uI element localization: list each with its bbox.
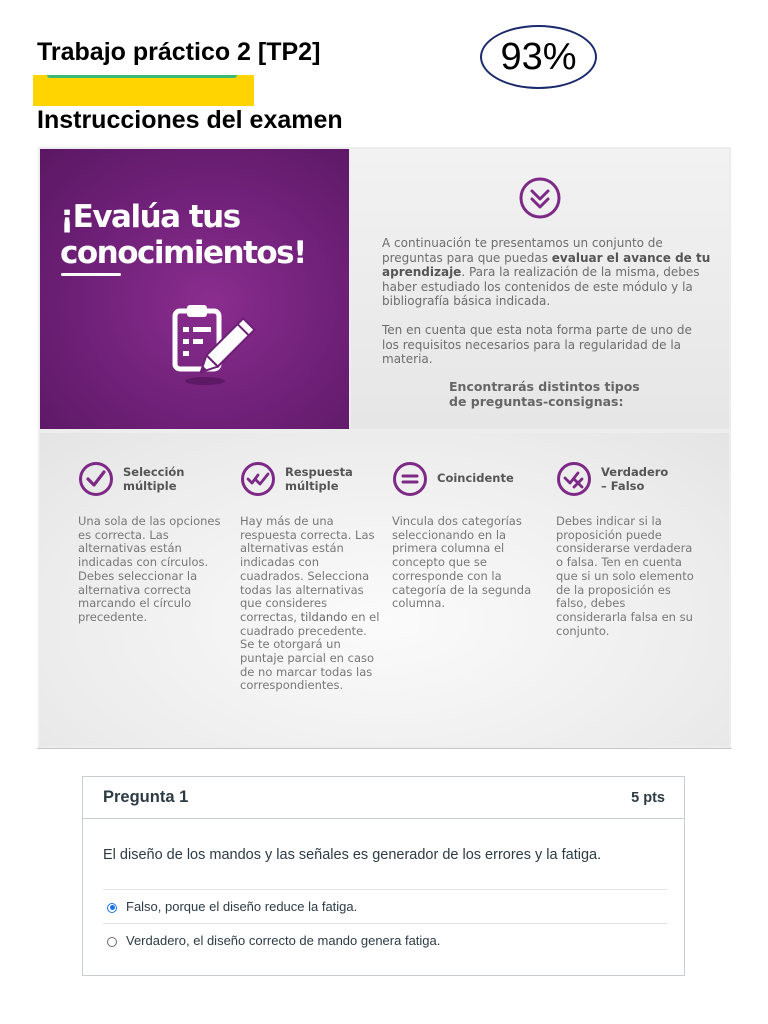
check-circle-icon xyxy=(78,461,114,497)
intro-paragraph-2: Ten en cuenta que esta nota forma parte de uno de los requisitos necesarios para la regularidad de la materia. xyxy=(382,323,692,366)
intro-footer-line1: Encontrarás distintos tipos xyxy=(449,379,640,394)
question-text: El diseño de los mandos y las señales es generador de los errores y la fatiga. xyxy=(103,847,602,863)
type-label-line1: Coincidente xyxy=(437,471,514,485)
type-label xyxy=(285,466,353,493)
banner-intro-panel xyxy=(351,149,729,429)
banner-headline-line2: conocimientos! xyxy=(60,235,306,271)
instructions-banner xyxy=(38,147,731,748)
clipboard-pencil-icon xyxy=(167,301,257,391)
highlight-redaction xyxy=(33,75,254,106)
answer-label: Verdadero, el diseño correcto de mando genera fatiga. xyxy=(126,933,441,948)
type-label xyxy=(123,466,185,493)
question-header xyxy=(83,777,684,819)
intro-footer xyxy=(449,380,669,409)
equals-circle-icon xyxy=(392,461,428,497)
intro-emphasis: evaluar el avance de tu aprendizaje xyxy=(382,250,711,279)
question-type-matching xyxy=(392,461,542,611)
type-description: Una sola de las opciones es correcta. Las alternativas están indicadas con círculos. Debes seleccionar la alternativa correcta marcando el círculo precedente. xyxy=(78,514,221,624)
type-description: Debes indicar si la proposición puede considerarse verdadera o falsa. Ten en cuenta que si un solo elemento de la proposición es falso, debes considerarla falsa en su conjunto. xyxy=(556,514,694,638)
question-title: Pregunta 1 xyxy=(103,788,189,806)
section-divider xyxy=(37,748,732,749)
question-type-true-false xyxy=(556,461,696,638)
check-cross-circle-icon xyxy=(556,461,592,497)
type-label-line1: Verdadero xyxy=(601,465,669,479)
type-description: Vincula dos categorías seleccionando en la primera columna el concepto que se corresponde con la categoría de la segunda columna. xyxy=(392,514,532,611)
question-type-multiple-choice xyxy=(78,461,223,625)
answer-option[interactable] xyxy=(103,889,667,923)
type-label-line1: Selección xyxy=(123,465,185,479)
banner-headline-panel xyxy=(40,149,349,429)
double-check-circle-icon xyxy=(240,461,276,497)
type-label-line1: Respuesta xyxy=(285,465,353,479)
question-points: 5 pts xyxy=(631,789,665,806)
type-description xyxy=(240,515,382,693)
banner-headline-line1: ¡Evalúa tus xyxy=(60,199,240,235)
type-desc-text-end: en el cuadrado precedente. Se te otorgará un puntaje parcial en caso de no marcar todas las correspondientes. xyxy=(240,609,380,693)
type-label-line2: – Falso xyxy=(601,478,645,493)
intro-text: A continuación te presentamos un conjunto de preguntas para que puedas xyxy=(382,236,663,265)
type-label xyxy=(601,466,668,493)
radio-button[interactable] xyxy=(107,937,117,947)
section-title: Instrucciones del examen xyxy=(37,106,343,134)
type-label xyxy=(437,472,514,486)
intro-footer-line2: de preguntas-consignas: xyxy=(449,393,624,409)
type-label-line2: múltiple xyxy=(123,478,177,493)
type-desc-emphasis: tildando xyxy=(300,609,348,624)
radio-button-selected[interactable] xyxy=(107,903,117,913)
double-chevron-down-icon xyxy=(518,176,562,220)
question-types-panel xyxy=(40,433,729,746)
answer-label: Falso, porque el diseño reduce la fatiga. xyxy=(126,899,358,914)
intro-paragraph-1 xyxy=(382,236,712,309)
score-badge: 93% xyxy=(480,25,597,89)
question-type-multiple-answer xyxy=(240,461,382,693)
page-title: Trabajo práctico 2 [TP2] xyxy=(37,38,321,66)
banner-headline xyxy=(60,199,345,271)
answer-option[interactable] xyxy=(103,923,667,957)
intro-text-end: . Para la realización de la misma, debes haber estudiado los contenidos de este módulo y la bibliografía básica indicada. xyxy=(382,265,700,308)
type-label-line2: múltiple xyxy=(285,478,339,493)
headline-underline xyxy=(61,273,121,276)
answer-list xyxy=(103,889,667,957)
type-desc-text: Hay más de una respuesta correcta. Las alternativas están indicadas con cuadrados. Selecciona todas las alternativas que consideres correctas, xyxy=(240,514,375,624)
question-card xyxy=(82,776,685,976)
